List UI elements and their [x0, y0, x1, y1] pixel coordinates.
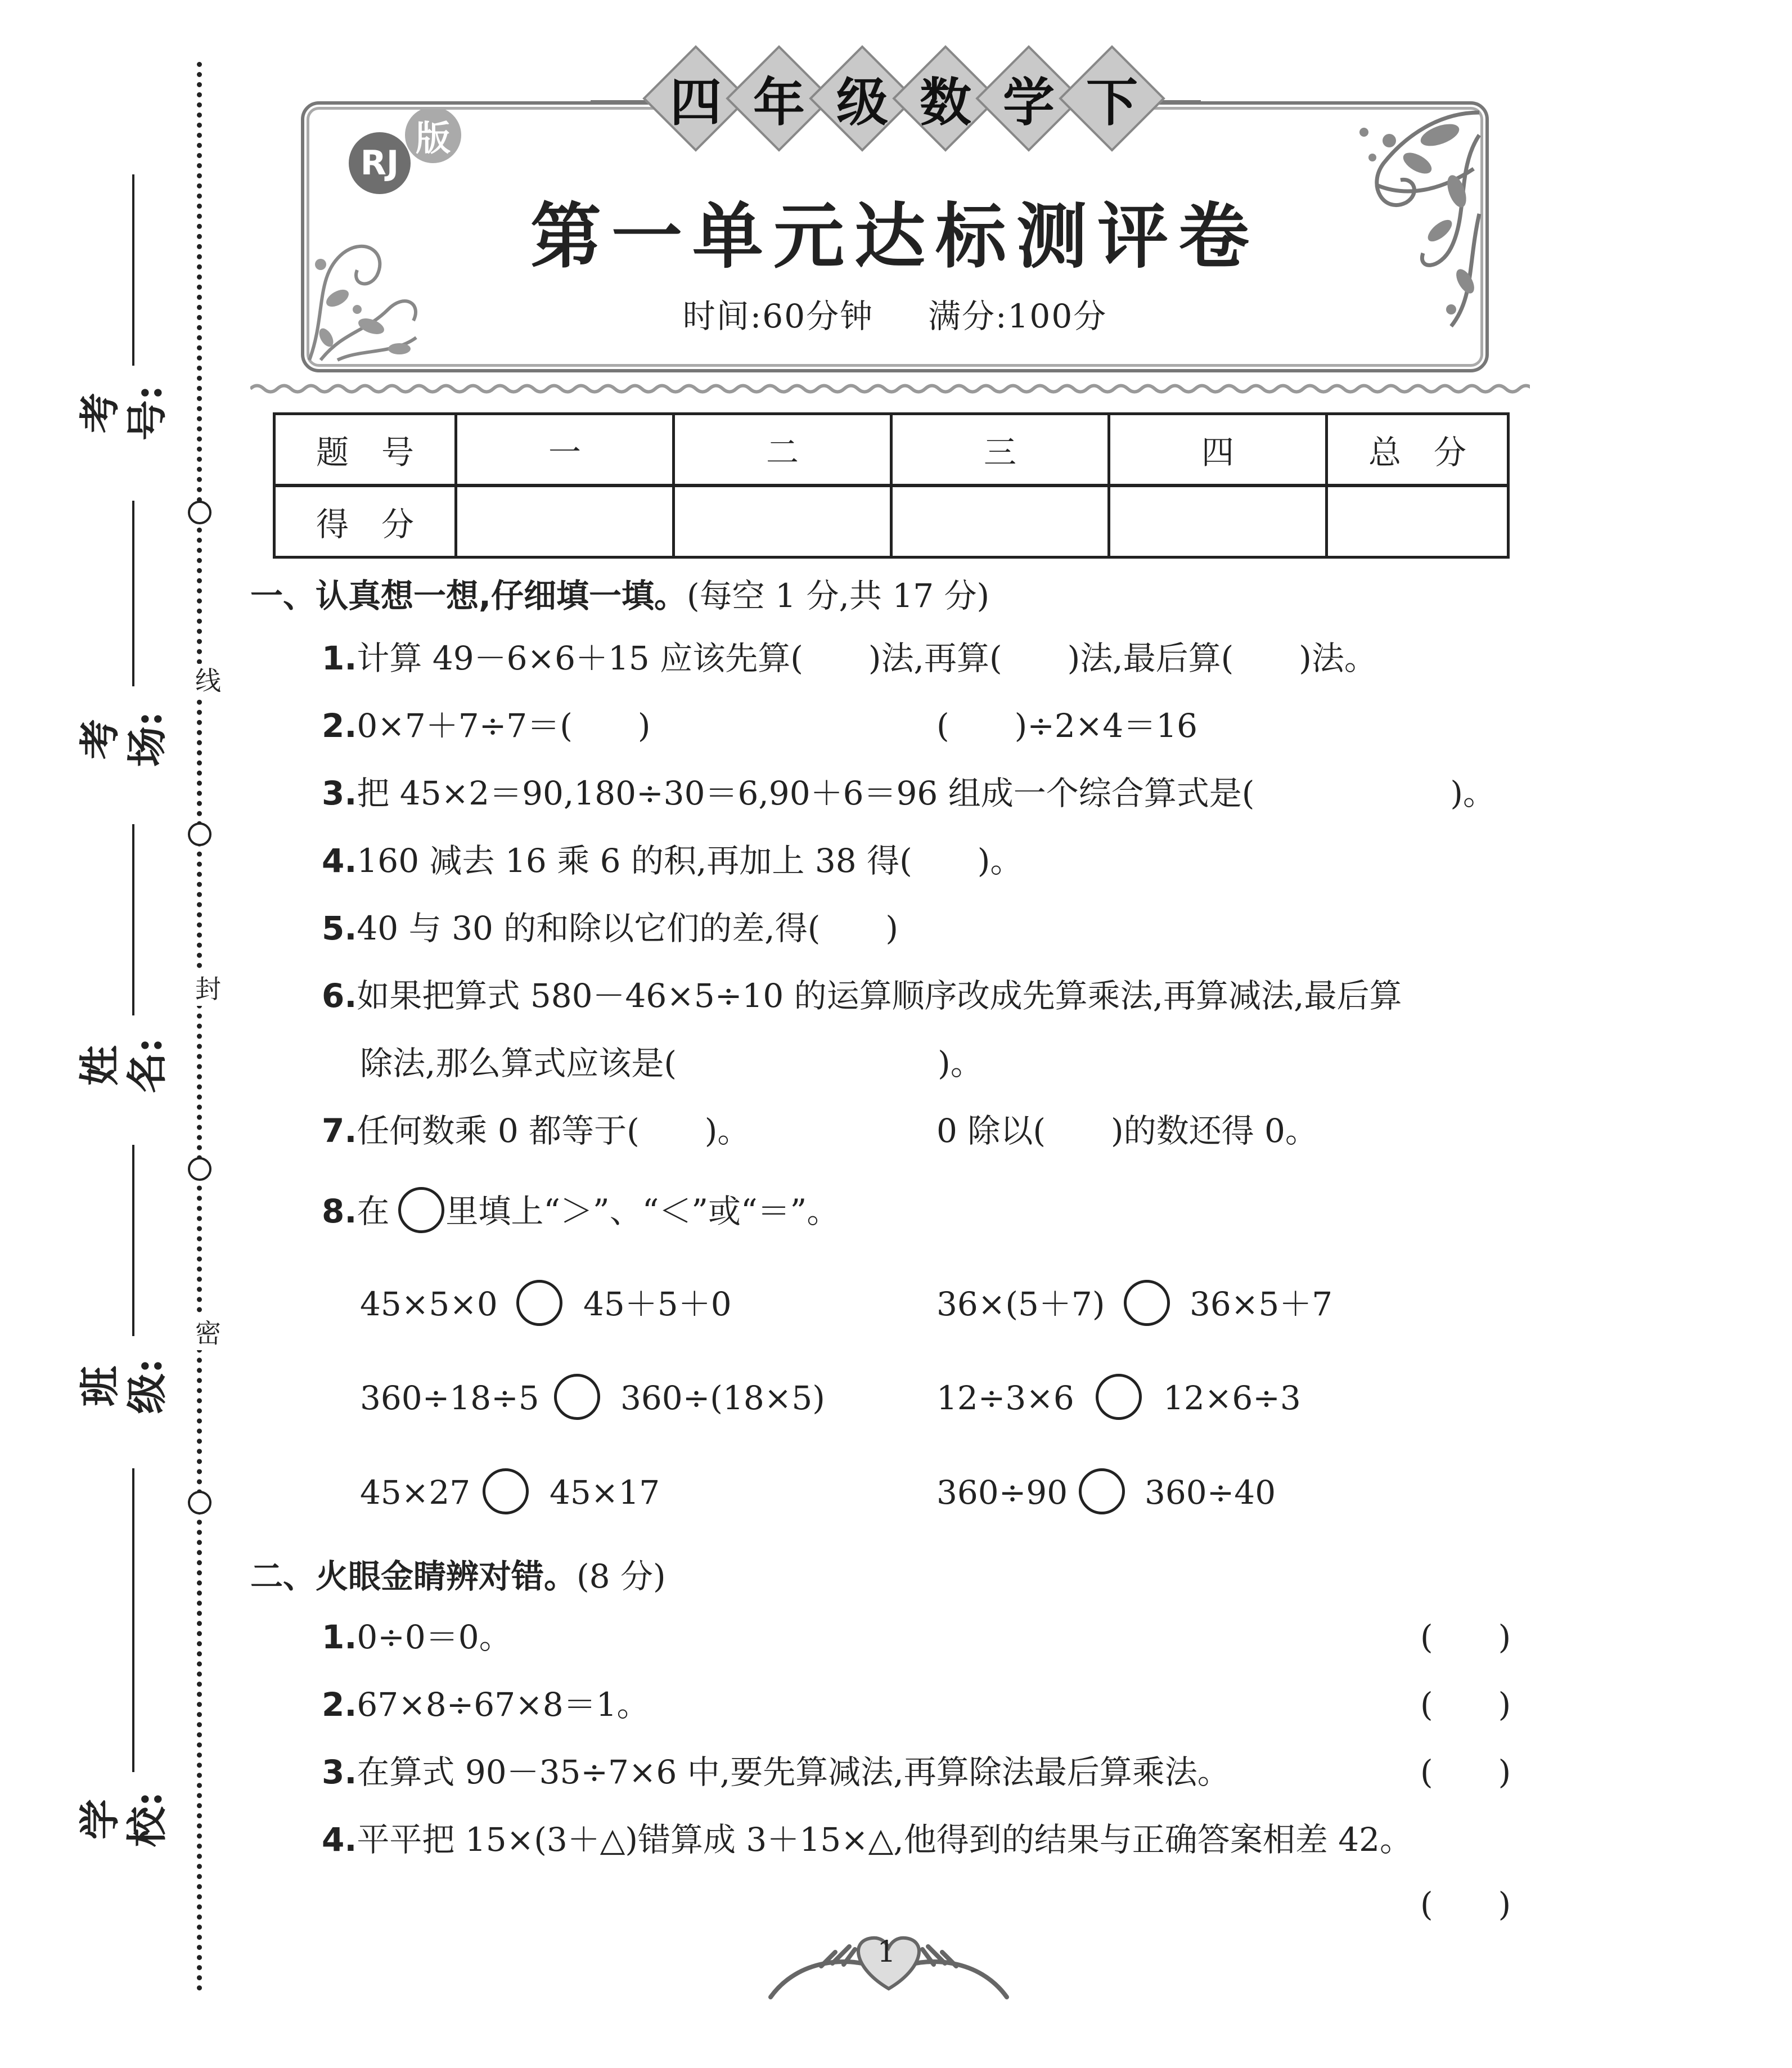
question-number: 4.	[322, 1820, 357, 1859]
question-number: 2.	[322, 1685, 357, 1724]
score-cell-section-2[interactable]	[674, 485, 892, 558]
compare-circle[interactable]	[483, 1468, 529, 1514]
seal-char-feng: 封	[191, 972, 225, 1006]
field-rule-exam-no[interactable]	[132, 174, 134, 366]
q1-6	[322, 976, 1402, 1015]
question-text: 平平把 15×(3＋△)错算成 3＋15×△,他得到的结果与正确答案相差 42。	[357, 1820, 1413, 1859]
score-table-header: 一	[456, 414, 674, 486]
question-number: 8.	[322, 1192, 357, 1230]
ribbon-char: 下	[1086, 72, 1138, 133]
compare-right: 36×5＋7	[1190, 1285, 1333, 1323]
page-number: 1	[877, 1935, 896, 1969]
label-class: 班级:	[75, 1358, 171, 1414]
score-cell-section-4[interactable]	[1109, 485, 1327, 558]
question-number: 4.	[322, 842, 357, 880]
section1-title: 一、认真想一想,仔细填一填。	[250, 577, 687, 615]
binding-dotted-line	[197, 62, 202, 1991]
q2-4	[322, 1820, 1412, 1859]
rj-badge: RJ	[349, 132, 411, 194]
compare-circle[interactable]	[516, 1280, 562, 1326]
q1-1	[322, 639, 1377, 678]
label-name: 姓名:	[75, 1037, 171, 1094]
binding-ring	[188, 822, 211, 846]
page-title: 第一单元达标测评卷	[530, 195, 1259, 278]
question-text: 里填上“＞”、“＜”或“＝”。	[445, 1192, 840, 1230]
question-number: 7.	[322, 1112, 357, 1150]
field-rule-name[interactable]	[132, 824, 134, 1015]
compare-circle-example	[398, 1187, 444, 1233]
compare-right: 360÷(18×5)	[620, 1379, 825, 1417]
compare-left: 36×(5＋7)	[936, 1285, 1105, 1323]
label-school: 学校:	[75, 1791, 171, 1847]
question-number: 1.	[322, 639, 357, 677]
question-text: 0÷0＝0。	[357, 1618, 512, 1656]
question-text: 160 减去 16 乘 6 的积,再加上 38 得( )。	[357, 842, 1023, 880]
score-table-header: 总 分	[1327, 414, 1509, 486]
answer-paren[interactable]: ( )	[1420, 1618, 1511, 1656]
score-table-score-row	[274, 485, 1509, 558]
question-number: 1.	[322, 1618, 357, 1656]
ribbon-char: 数	[919, 72, 972, 133]
q1-6-line2: 除法,那么算式应该是( )。	[360, 1044, 983, 1082]
section2-points: (8 分)	[577, 1557, 666, 1595]
compare-right: 45＋5＋0	[583, 1285, 732, 1323]
score-table-header: 二	[674, 414, 892, 486]
score-cell-section-1[interactable]	[456, 485, 674, 558]
exam-time: 时间:60分钟	[682, 297, 874, 335]
question-text: 任何数乘 0 都等于( )。	[357, 1112, 750, 1150]
score-table-header: 四	[1109, 414, 1327, 486]
compare-left: 360÷18÷5	[360, 1379, 539, 1417]
question-text: 0×7＋7÷7＝( )	[357, 707, 651, 745]
question-text: 把 45×2＝90,180÷30＝6,90＋6＝96 组成一个综合算式是( )。	[357, 774, 1496, 812]
compare-left: 12÷3×6	[936, 1379, 1074, 1417]
compare-circle[interactable]	[1124, 1280, 1170, 1326]
binding-ring	[188, 1157, 211, 1181]
question-number: 3.	[322, 774, 357, 812]
compare-right: 12×6÷3	[1163, 1379, 1301, 1417]
q1-2b: ( )÷2×4＝16	[936, 707, 1198, 745]
q1-3	[322, 774, 1496, 813]
edition-badge: 版	[405, 107, 461, 163]
exam-full-score: 满分:100分	[927, 297, 1107, 335]
score-cell-section-3[interactable]	[892, 485, 1109, 558]
label-exam-room: 考场:	[75, 711, 171, 767]
compare-left: 45×27	[360, 1473, 471, 1512]
q1-7b: 0 除以( )的数还得 0。	[936, 1112, 1318, 1150]
q2-2	[322, 1685, 650, 1724]
answer-paren[interactable]: ( )	[1420, 1753, 1511, 1791]
question-text: 计算 49－6×6＋15 应该先算( )法,再算( )法,最后算( )法。	[357, 639, 1377, 677]
label-exam-no: 考号:	[75, 385, 171, 441]
ribbon-char: 学	[1002, 72, 1055, 133]
section1-heading	[250, 569, 989, 617]
grade-subject-ribbon	[658, 59, 1150, 138]
seal-char-xian: 线	[191, 664, 225, 698]
q1-5	[322, 909, 898, 948]
compare-circle[interactable]	[554, 1374, 600, 1420]
field-rule-class[interactable]	[132, 1145, 134, 1336]
seal-char-mi: 密	[191, 1316, 225, 1350]
compare-left: 360÷90	[936, 1473, 1068, 1512]
wavy-divider	[250, 383, 1530, 395]
compare-circle[interactable]	[1096, 1374, 1142, 1420]
compare-left: 45×5×0	[360, 1285, 498, 1323]
compare-right: 45×17	[550, 1473, 660, 1512]
compare-right: 360÷40	[1145, 1473, 1276, 1512]
binding-ring	[188, 501, 211, 524]
question-number: 3.	[322, 1753, 357, 1791]
question-text: 67×8÷67×8＝1。	[357, 1685, 650, 1724]
question-text: 如果把算式 580－46×5÷10 的运算顺序改成先算乘法,再算减法,最后算	[357, 977, 1402, 1015]
ribbon-char: 年	[753, 72, 805, 133]
question-text: 在算式 90－35÷7×6 中,要先算减法,再算除法最后算乘法。	[357, 1753, 1230, 1791]
field-rule-exam-room[interactable]	[132, 501, 134, 686]
section2-heading	[250, 1550, 666, 1597]
section1-points: (每空 1 分,共 17 分)	[687, 577, 990, 615]
question-number: 6.	[322, 977, 357, 1015]
compare-circle[interactable]	[1079, 1468, 1125, 1514]
q1-4	[322, 841, 1023, 880]
question-text: 40 与 30 的和除以它们的差,得( )	[357, 909, 898, 947]
score-table-header: 题 号	[274, 414, 456, 486]
ribbon-char: 四	[669, 72, 722, 133]
q1-2	[322, 706, 650, 745]
question-number: 2.	[322, 707, 357, 745]
field-rule-school[interactable]	[132, 1468, 134, 1772]
q2-1	[322, 1617, 512, 1657]
score-row-label: 得 分	[274, 485, 456, 558]
question-text: 在	[357, 1192, 390, 1230]
score-table	[273, 412, 1510, 559]
q1-7	[322, 1111, 750, 1150]
answer-paren[interactable]: ( )	[1420, 1885, 1511, 1923]
q2-3	[322, 1752, 1230, 1792]
exam-info	[301, 290, 1489, 337]
score-table-header-row	[274, 414, 1509, 486]
ribbon-char: 级	[836, 72, 889, 133]
answer-paren[interactable]: ( )	[1420, 1685, 1511, 1724]
section2-title: 二、火眼金睛辨对错。	[250, 1557, 577, 1595]
question-number: 5.	[322, 909, 357, 947]
score-table-header: 三	[892, 414, 1109, 486]
binding-ring	[188, 1491, 211, 1514]
score-cell-total[interactable]	[1327, 485, 1509, 558]
